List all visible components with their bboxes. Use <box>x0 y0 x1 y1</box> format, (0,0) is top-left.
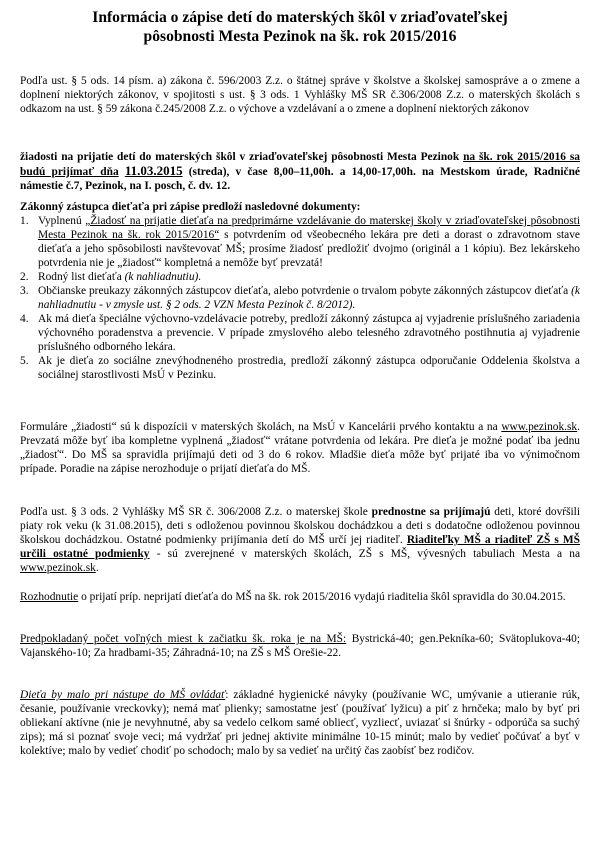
priority-post: - sú zverejnené v materských školách, ZŠ s MŠ, vývesných tabuliach Mesta a na <box>156 548 580 560</box>
list-number: 4. <box>20 313 29 325</box>
capacity-paragraph <box>20 632 580 660</box>
submission-part-3: (streda), v čase 8,00–11,00h. a 14,00-17,00h. na Mestskom úrade, Radničné námestie č.7, Pezinok, na I. posch, č. dv. 12. <box>20 166 580 192</box>
list-item <box>20 214 580 270</box>
list-number: 3. <box>20 285 29 297</box>
pezinok-website-link[interactable]: www.pezinok.sk <box>501 421 578 433</box>
priority-bold-1: prednostne sa prijímajú <box>371 506 491 518</box>
submission-date: 11.03.2015 <box>124 163 183 178</box>
application-form-link[interactable]: „Žiadosť na prijatie dieťaťa na predprimárne vzdelávanie do materskej školy v zriaďovateľskej pôsobnosti Mesta Pezinok na šk. rok 2015/2016“ <box>38 215 580 241</box>
decision-paragraph <box>20 590 580 604</box>
list-number: 2. <box>20 271 29 283</box>
priority-end: . <box>95 562 99 574</box>
decision-text: o prijatí príp. neprijatí dieťaťa do MŠ na šk. rok 2015/2016 vydajú riaditelia škôl spravidla do 30.04.2015. <box>81 591 566 603</box>
item-1-pre: Vyplnenú <box>38 215 82 227</box>
document-title <box>40 8 560 46</box>
forms-pre: Formuláre „žiadosti“ sú k dispozícii v materských školách, na MsÚ v Kancelárii prvého kontaktu a na <box>20 421 498 433</box>
priority-bold-2: Riaditeľky MŠ a riaditeľ ZŠ s MŠ určili ostatné podmienky <box>20 534 580 560</box>
title-line-2: pôsobnosti Mesta Pezinok na šk. rok 2015/2016 <box>143 28 457 45</box>
documents-list <box>20 214 580 382</box>
capacity-text: Bystrická-40; gen.Pekníka-60; Svätoplukova-40; Vajanského-10; Za hradbami-35; Záhradná-10; na ZŠ s MŠ Orešie-22. <box>20 633 581 659</box>
submission-part-2: na šk. rok 2015/2016 sa budú prijímať dňa <box>20 151 580 178</box>
item-2-text: Rodný list dieťaťa <box>38 271 122 283</box>
decision-label: Rozhodnutie <box>20 591 79 603</box>
item-5-text: Ak je dieťa zo sociálne znevýhodneného prostredia, predloží zákonný zástupca odporučanie Oddelenia školstva a sociálnej starostlivosti MsÚ v Pezinku. <box>38 355 580 381</box>
skills-label: Dieťa by malo pri nástupe do MŠ ovládať <box>20 689 226 701</box>
forms-paragraph <box>20 420 580 476</box>
skills-text: : základné hygienické návyky (používanie WC, umývanie a utieranie rúk, česanie, používanie vreckovky); nemá mať plienky; samostatne jesť (používať lyžicu) a piť z hrnčeka; malo by byť pri obliekaní aktívne (nie je nevyhnutné, aby sa vedelo celkom samé obliecť, vyzliecť, uviazať si šnúrky - odporúča sa suchý zips); má si poznať svoje veci; má vydržať pri jednej aktivite minimálne 10-15 minút; malo by vedieť počúvať a byť v kolektíve; malo by vedieť chodiť po schodoch; malo by sa vedieť na určitý čas zaobísť bez rodičov. <box>20 689 580 757</box>
forms-post: . Prevzatá môže byť iba kompletne vyplnená „žiadosť“ vrátane potvrdenia od lekára. Pre dieťa je možné podať iba jednu „žiadosť“. Do MŠ sa spravidla prijímajú deti od 3 do 6 rokov. Mladšie dieťa môže byť prijaté iba vo výnimočnom prípade. Poradie na zápise nerozhoduje o prijatí dieťaťa do MŠ. <box>20 421 580 475</box>
pezinok-website-link[interactable]: www.pezinok.sk <box>20 562 96 574</box>
legal-basis-paragraph: Podľa ust. § 5 ods. 14 písm. a) zákona č. 596/2003 Z.z. o štátnej správe v školstve a školskej samospráve a o zmene a doplnení niektorých zákonov, v spojitosti s ust. § 3 ods. 1 Vyhlášky MŠ SR č.306/2008 Z.z. o materských školách s odkazom na ust. § 59 zákona č.245/2008 Z.z. o výchove a vzdelávaní a o zmene a doplnení niektorých zákonov <box>20 75 580 115</box>
item-1-post: s potvrdením od všeobecného lekára pre deti a dorast o zdravotnom stave dieťaťa a jeho spôsobilosti navštevovať MŠ; prosíme žiadosť predložiť dvojmo (originál a 1 kópiu). Bez lekárskeho potvrdenia nie je „žiadosť“ kompletná a nemôže byť prevzatá! <box>38 229 580 269</box>
submission-part-1: žiadosti na prijatie detí do materských škôl v zriaďovateľskej pôsobnosti Mesta Pezinok <box>20 151 460 163</box>
priority-paragraph <box>20 505 580 575</box>
list-item <box>20 270 580 284</box>
skills-paragraph <box>20 688 580 758</box>
list-number: 1. <box>20 215 29 227</box>
item-2-note: (k nahliadnutiu). <box>124 271 202 283</box>
submission-paragraph <box>20 150 580 193</box>
item-3-note: (k nahliadnutiu - v zmysle ust. § 2 ods. 2 VZN Mesta Pezinok č. 8/2012). <box>38 285 580 311</box>
list-item <box>20 312 580 354</box>
item-3-text: Občianske preukazy zákonných zástupcov dieťaťa, alebo potvrdenie o trvalom pobyte zákonných zástupcov dieťaťa <box>38 285 569 297</box>
list-number: 5. <box>20 355 29 367</box>
list-item <box>20 284 580 312</box>
item-4-text: Ak má dieťa špeciálne výchovno-vzdelávacie potreby, predloží zákonný zástupca aj vyjadrenie príslušného zariadenia výchovného poradenstva a prevencie. V prípade zmyslového alebo telesného zdravotného postihnutia aj vyjadrenie príslušného odborného lekára. <box>38 313 580 353</box>
list-item <box>20 354 580 382</box>
priority-mid: deti, ktoré dovŕšili piaty rok veku (k 31.08.2015), deti s odloženou povinnou školskou dochádzkou a deti s dodatočne odloženou povinnou školskou dochádzkou. Ostatné podmienky prijímania detí do MŠ určí jej riaditeľ. <box>20 506 580 546</box>
documents-heading: Zákonný zástupca dieťaťa pri zápise predloží nasledovné dokumenty: <box>20 201 361 213</box>
title-line-1: Informácia o zápise detí do materských škôl v zriaďovateľskej <box>92 9 508 26</box>
capacity-label: Predpokladaný počet voľných miest k začiatku šk. roka je na MŠ: <box>20 633 347 645</box>
priority-pre: Podľa ust. § 3 ods. 2 Vyhlášky MŠ SR č. 306/2008 Z.z. o materskej škole <box>20 506 368 518</box>
